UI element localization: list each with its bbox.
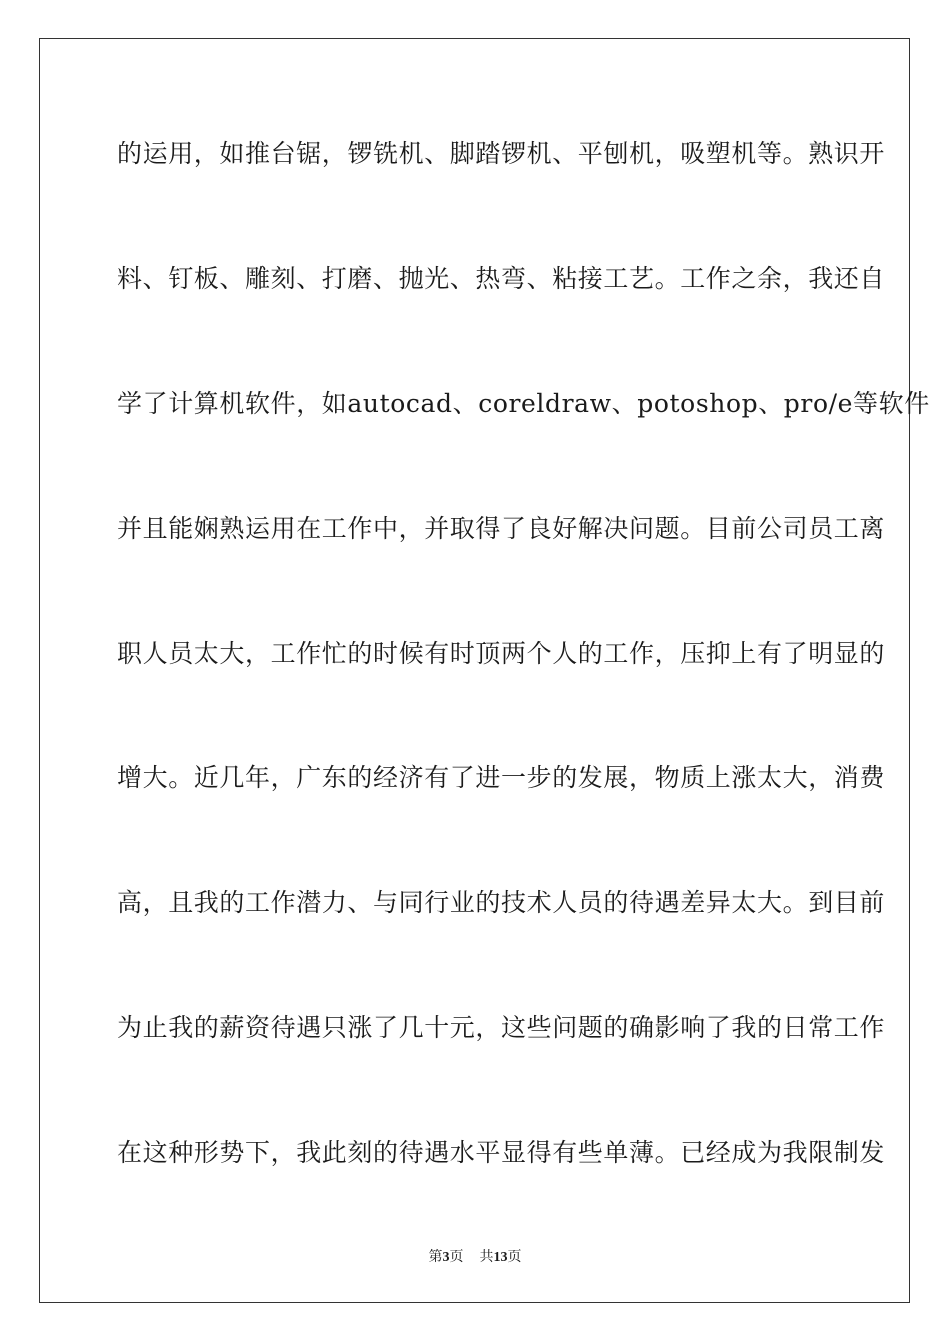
- text-line-1: 的运用，如推台锯，锣铣机、脚踏锣机、平刨机，吸塑机等。熟识开: [117, 139, 886, 168]
- text-line-7: 高，且我的工作潜力、与同行业的技术人员的待遇差异太大。到目前: [117, 888, 886, 918]
- page-suffix: 页: [449, 1250, 464, 1265]
- text-line-6: 增大。近几年，广东的经济有了进一步的发展，物质上涨太大，消费: [117, 763, 886, 793]
- total-suffix: 页: [507, 1250, 522, 1265]
- total-prefix: 共: [479, 1250, 494, 1265]
- page-number: 3: [442, 1250, 450, 1265]
- total-pages: 13: [493, 1250, 508, 1265]
- page-footer: [0, 1246, 950, 1266]
- page-prefix: 第: [428, 1250, 443, 1265]
- text-line-2: 料、钉板、雕刻、打磨、抛光、热弯、粘接工艺。工作之余，我还自: [117, 263, 886, 293]
- text-line-5: 职人员太大，工作忙的时候有时顶两个人的工作，压抑上有了明显的: [117, 638, 886, 668]
- text-line-3: 学了计算机软件，如autocad、coreldraw、potoshop、pro/e等软件: [117, 388, 930, 418]
- text-line-8: 为止我的薪资待遇只涨了几十元，这些问题的确影响了我的日常工作: [117, 1013, 886, 1043]
- text-line-9: 在这种形势下，我此刻的待遇水平显得有些单薄。已经成为我限制发: [117, 1138, 886, 1168]
- document-body: [117, 122, 930, 1246]
- text-line-4: 并且能娴熟运用在工作中，并取得了良好解决问题。目前公司员工离: [117, 513, 886, 543]
